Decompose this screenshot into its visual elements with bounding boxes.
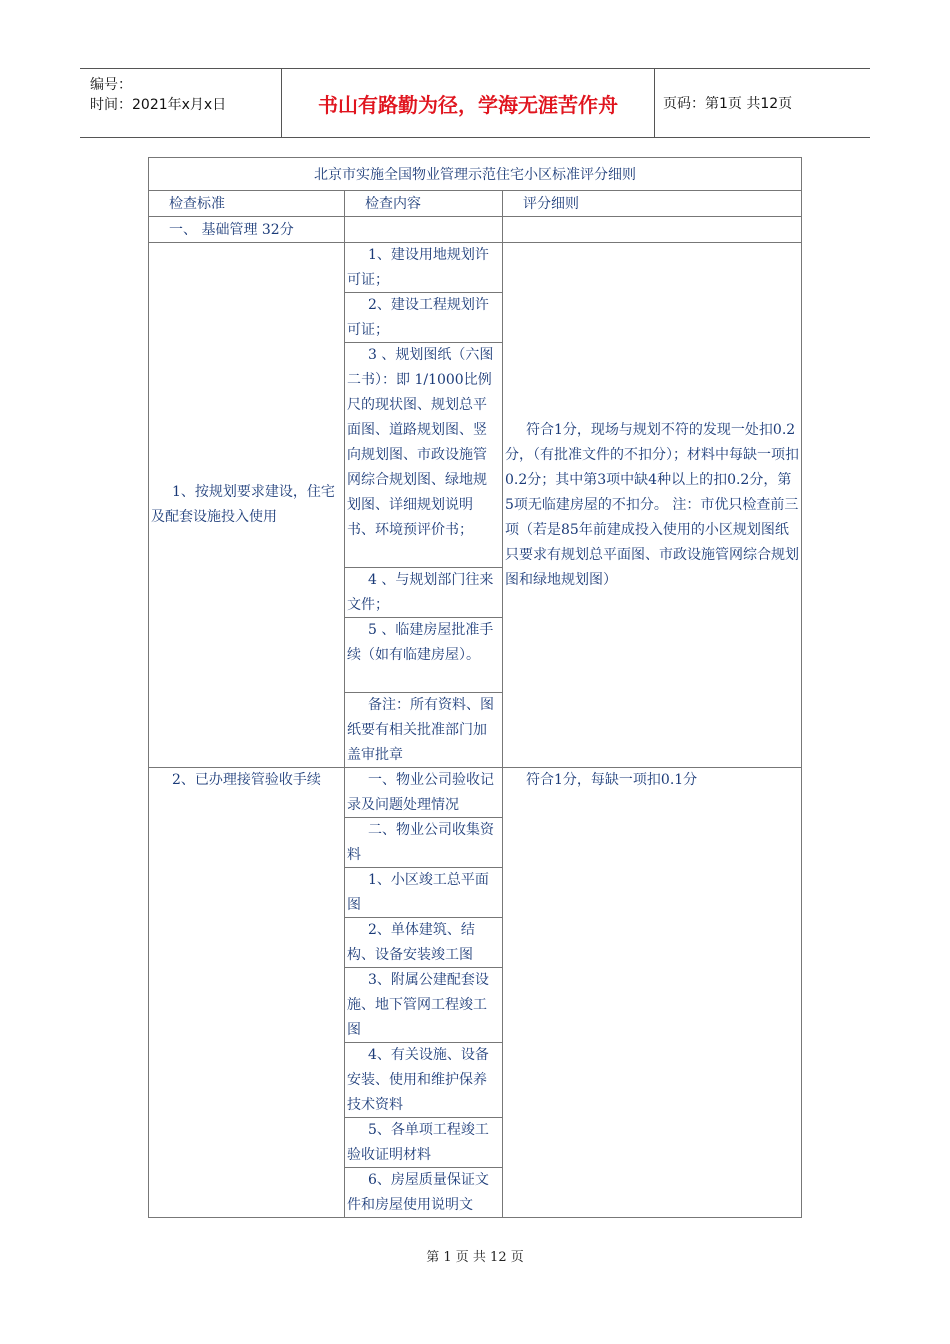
scoring-text: 符合1分，现场与规划不符的发现一处扣0.2分，（有批准文件的不扣分）；材料中每缺一项扣0.2分；其中第3项中缺4种以上的扣0.2分，第5项无临建房屋的不扣分。 注：市优只检查前三项（若是85年前建成投入使用的小区规划图纸只要求有规划总平面图、市政设施管网综合规划图和绿地规划图） (505, 421, 799, 588)
content-cell (344, 768, 502, 1218)
table-row (148, 768, 802, 1218)
standard-text: 1、按规划要求建设，住宅及配套设施投入使用 (151, 484, 335, 525)
list-item: 1、小区竣工总平面图 (345, 868, 502, 918)
table-row (148, 243, 802, 768)
col-header-scoring: 评分细则 (502, 191, 802, 217)
list-item: 5 、临建房屋批准手续（如有临建房屋）。 (345, 618, 502, 693)
list-item: 2、单体建筑、结构、设备安装竣工图 (345, 918, 502, 968)
list-item: 5、各单项工程竣工验收证明材料 (345, 1118, 502, 1168)
list-item: 备注：所有资料、图纸要有相关批准部门加盖审批章 (347, 697, 494, 763)
page-header (80, 68, 870, 138)
col-header-standard: 检查标准 (148, 191, 344, 217)
content-cell (344, 243, 502, 768)
list-item: 3 、规划图纸（六图二书）：即 1/1000比例尺的现状图、规划总平面图、道路规划图、竖向规划图、市政设施管网综合规划图、绿地规划图、详细规划说明书、环境预评价书； (345, 343, 502, 568)
list-item: 4 、与规划部门往来文件； (345, 568, 502, 618)
list-item: 2、建设工程规划许可证； (345, 293, 502, 343)
number-label: 编号： (90, 77, 132, 93)
header-motto-box (281, 69, 655, 137)
section-row (148, 217, 802, 243)
scoring-cell (502, 243, 802, 768)
list-item: 3、附属公建配套设施、地下管网工程竣工图 (345, 968, 502, 1043)
list-item: 1、建设用地规划许可证； (345, 243, 502, 293)
scoring-cell (502, 768, 802, 1218)
page-footer: 第 1 页 共 12 页 (426, 1250, 524, 1265)
standard-text: 2、已办理接管验收手续 (172, 772, 321, 788)
standard-cell (148, 768, 344, 1218)
table-header-row (148, 191, 802, 217)
list-item: 6、房屋质量保证文件和房屋使用说明文 (347, 1172, 489, 1213)
section-empty-cell (502, 217, 802, 243)
motto: 书山有路勤为径，学海无涯苦作舟 (318, 92, 618, 117)
table-title: 北京市实施全国物业管理示范住宅小区标准评分细则 (148, 157, 802, 191)
standard-cell (148, 243, 344, 768)
section-empty-cell (344, 217, 502, 243)
header-meta (90, 75, 285, 115)
time-label: 时间：2021年x月x日 (90, 97, 227, 113)
section-title: 一、 基础管理 32分 (148, 217, 344, 243)
list-item: 4、有关设施、设备安装、使用和维护保养技术资料 (345, 1043, 502, 1118)
scoring-text: 符合1分，每缺一项扣0.1分 (526, 772, 698, 788)
scoring-table (148, 157, 802, 1218)
page-indicator: 页码：第1页 共12页 (663, 96, 793, 112)
col-header-content: 检查内容 (344, 191, 502, 217)
list-item: 二、物业公司收集资料 (345, 818, 502, 868)
list-item: 一、物业公司验收记录及问题处理情况 (345, 768, 502, 818)
